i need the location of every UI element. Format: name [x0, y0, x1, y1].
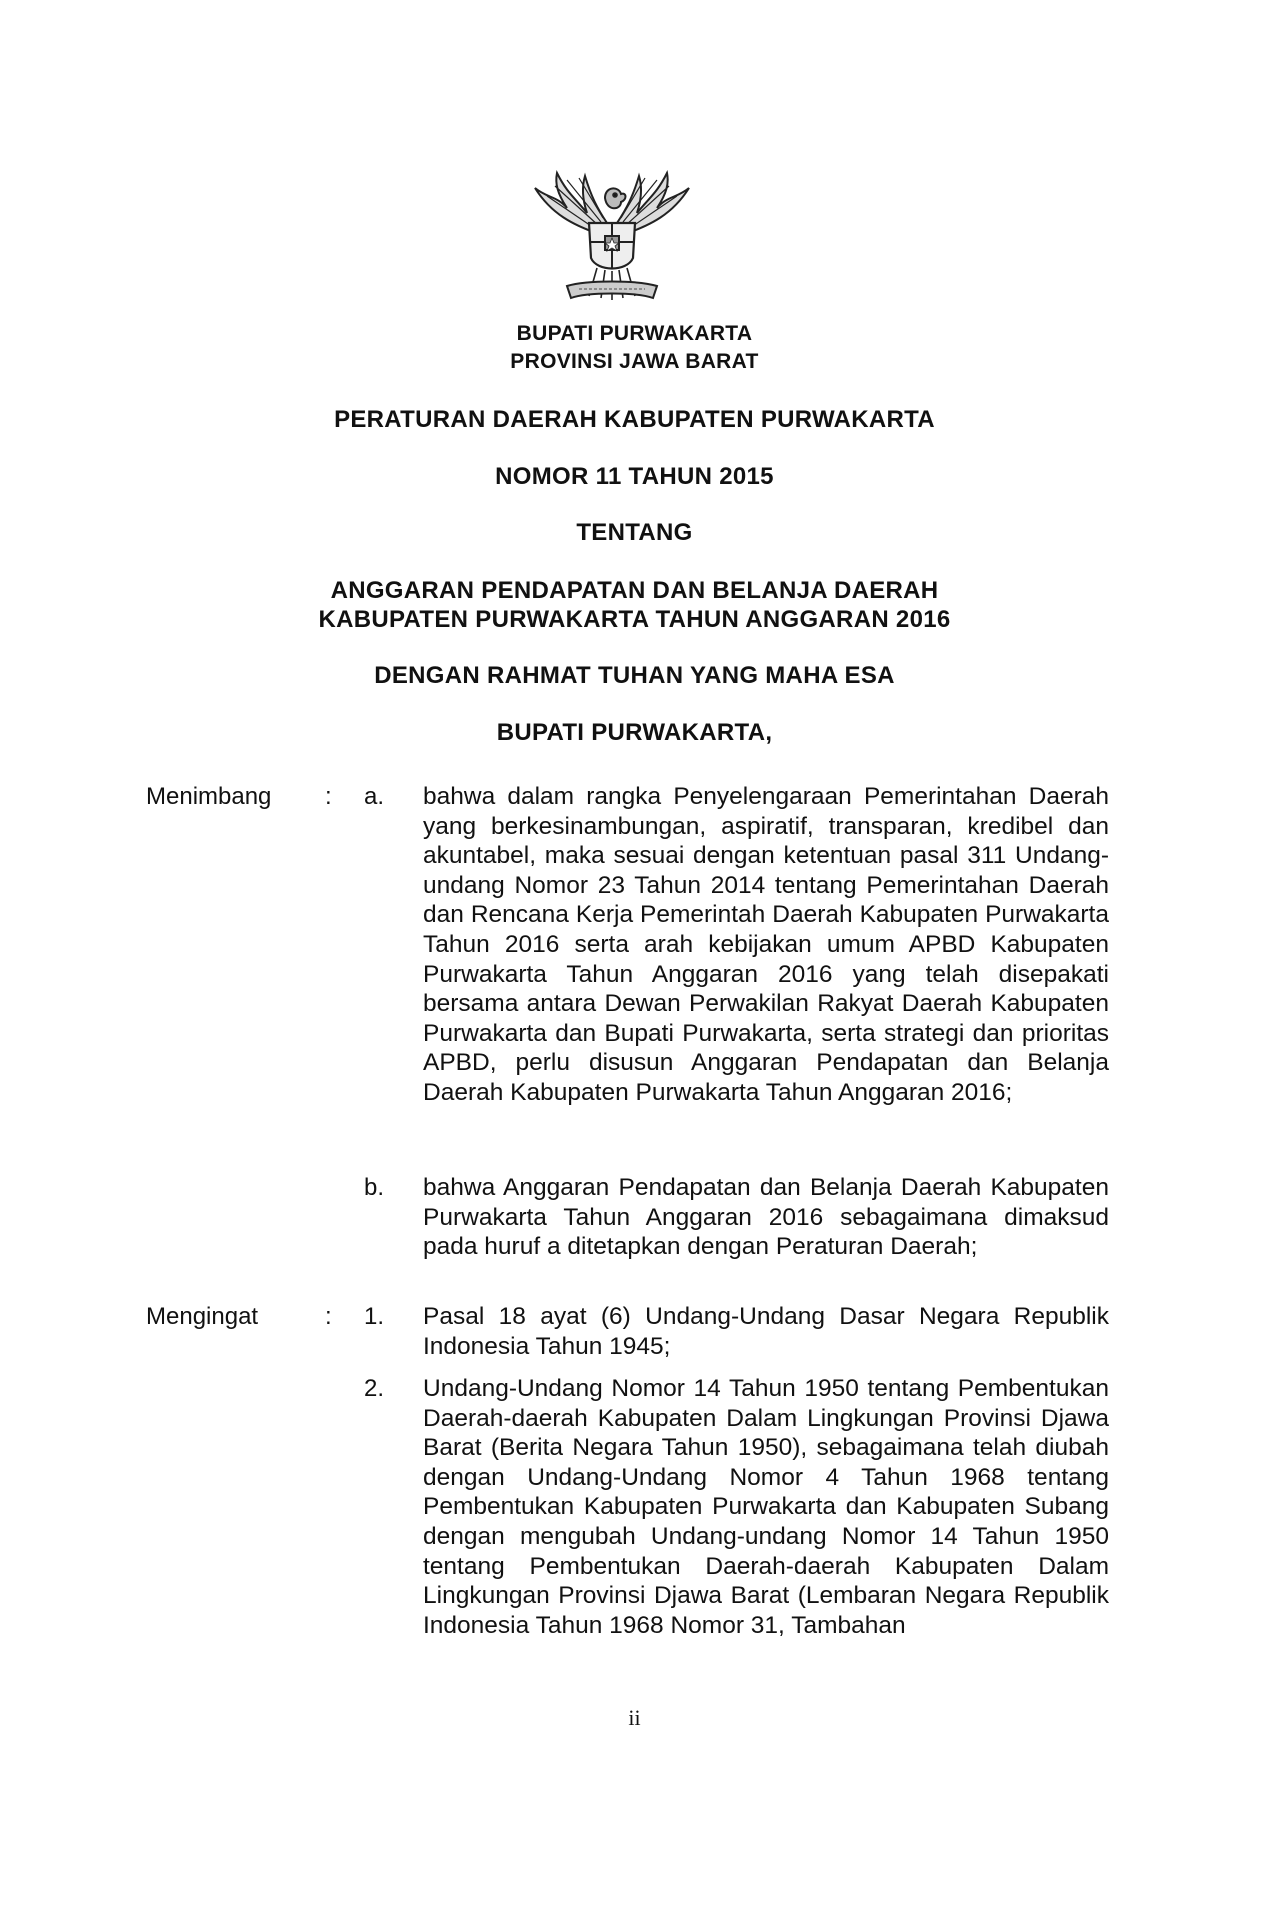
header-line-2: PROVINSI JAWA BARAT [510, 350, 759, 373]
authority: BUPATI PURWAKARTA, [496, 719, 773, 746]
mengingat-item-2-text: Undang-Undang Nomor 14 Tahun 1950 tentang Pembentukan Daerah-daerah Kabupaten Dalam Lingkungan Provinsi Djawa Barat (Berita Negara Tahun 1950), sebagaimana telah diubah dengan Undang-Undang Nomor 4 Tahun 1968 tentang Pembentukan Kabupaten Purwakarta dan Kabupaten Subang dengan mengubah Undang-undang Nomor 14 Tahun 1950 tentang Pembentukan Daerah-daerah Kabupaten Dalam Lingkungan Provinsi Djawa Barat (Lembaran Negara Republik Indonesia Tahun 1968 Nomor 31, Tambahan [423, 1375, 1109, 1639]
regulation-title: PERATURAN DAERAH KABUPATEN PURWAKARTA [334, 406, 935, 433]
regulation-about: TENTANG [576, 519, 693, 546]
regulation-subject-line-2: KABUPATEN PURWAKARTA TAHUN ANGGARAN 2016 [318, 606, 951, 633]
garuda-emblem-icon [527, 168, 697, 318]
menimbang-item-b-text: bahwa Anggaran Pendapatan dan Belanja Daerah Kabupaten Purwakarta Tahun Anggaran 2016 sebagaimana dimaksud pada huruf a ditetapkan dengan Peraturan Daerah; [423, 1174, 1109, 1261]
header-line-1: BUPATI PURWAKARTA [516, 322, 753, 345]
mengingat-label: Mengingat [146, 1303, 259, 1330]
menimbang-item-a-marker: a. [363, 783, 384, 810]
regulation-number: NOMOR 11 TAHUN 2015 [495, 463, 774, 490]
menimbang-item-a-text: bahwa dalam rangka Penyelengaraan Pemerintahan Daerah yang berkesinambungan, aspiratif, transparan, kredibel dan akuntabel, maka sesuai dengan ketentuan pasal 311 Undang-undang Nomor 23 Tahun 2014 tentang Pemerintahan Daerah dan Rencana Kerja Pemerintah Daerah Kabupaten Purwakarta Tahun 2016 serta arah kebijakan umum APBD Kabupaten Purwakarta Tahun Anggaran 2016 yang telah disepakati bersama antara Dewan Perwakilan Rakyat Daerah Kabupaten Purwakarta dan Bupati Purwakarta, serta strategi dan prioritas APBD, perlu disusun Anggaran Pendapatan dan Belanja Daerah Kabupaten Purwakarta Tahun Anggaran 2016; [423, 783, 1109, 1106]
mengingat-item-1-text: Pasal 18 ayat (6) Undang-Undang Dasar Negara Republik Indonesia Tahun 1945; [423, 1303, 1109, 1360]
menimbang-label: Menimbang [146, 783, 272, 810]
invocation: DENGAN RAHMAT TUHAN YANG MAHA ESA [374, 662, 895, 689]
mengingat-item-1-marker: 1. [363, 1303, 384, 1330]
mengingat-item-2-marker: 2. [363, 1375, 384, 1402]
mengingat-colon: : [325, 1303, 332, 1330]
page-number: ii [628, 1705, 641, 1730]
regulation-subject-line-1: ANGGARAN PENDAPATAN DAN BELANJA DAERAH [330, 577, 939, 604]
menimbang-item-b-marker: b. [363, 1174, 384, 1201]
menimbang-colon: : [325, 783, 332, 810]
